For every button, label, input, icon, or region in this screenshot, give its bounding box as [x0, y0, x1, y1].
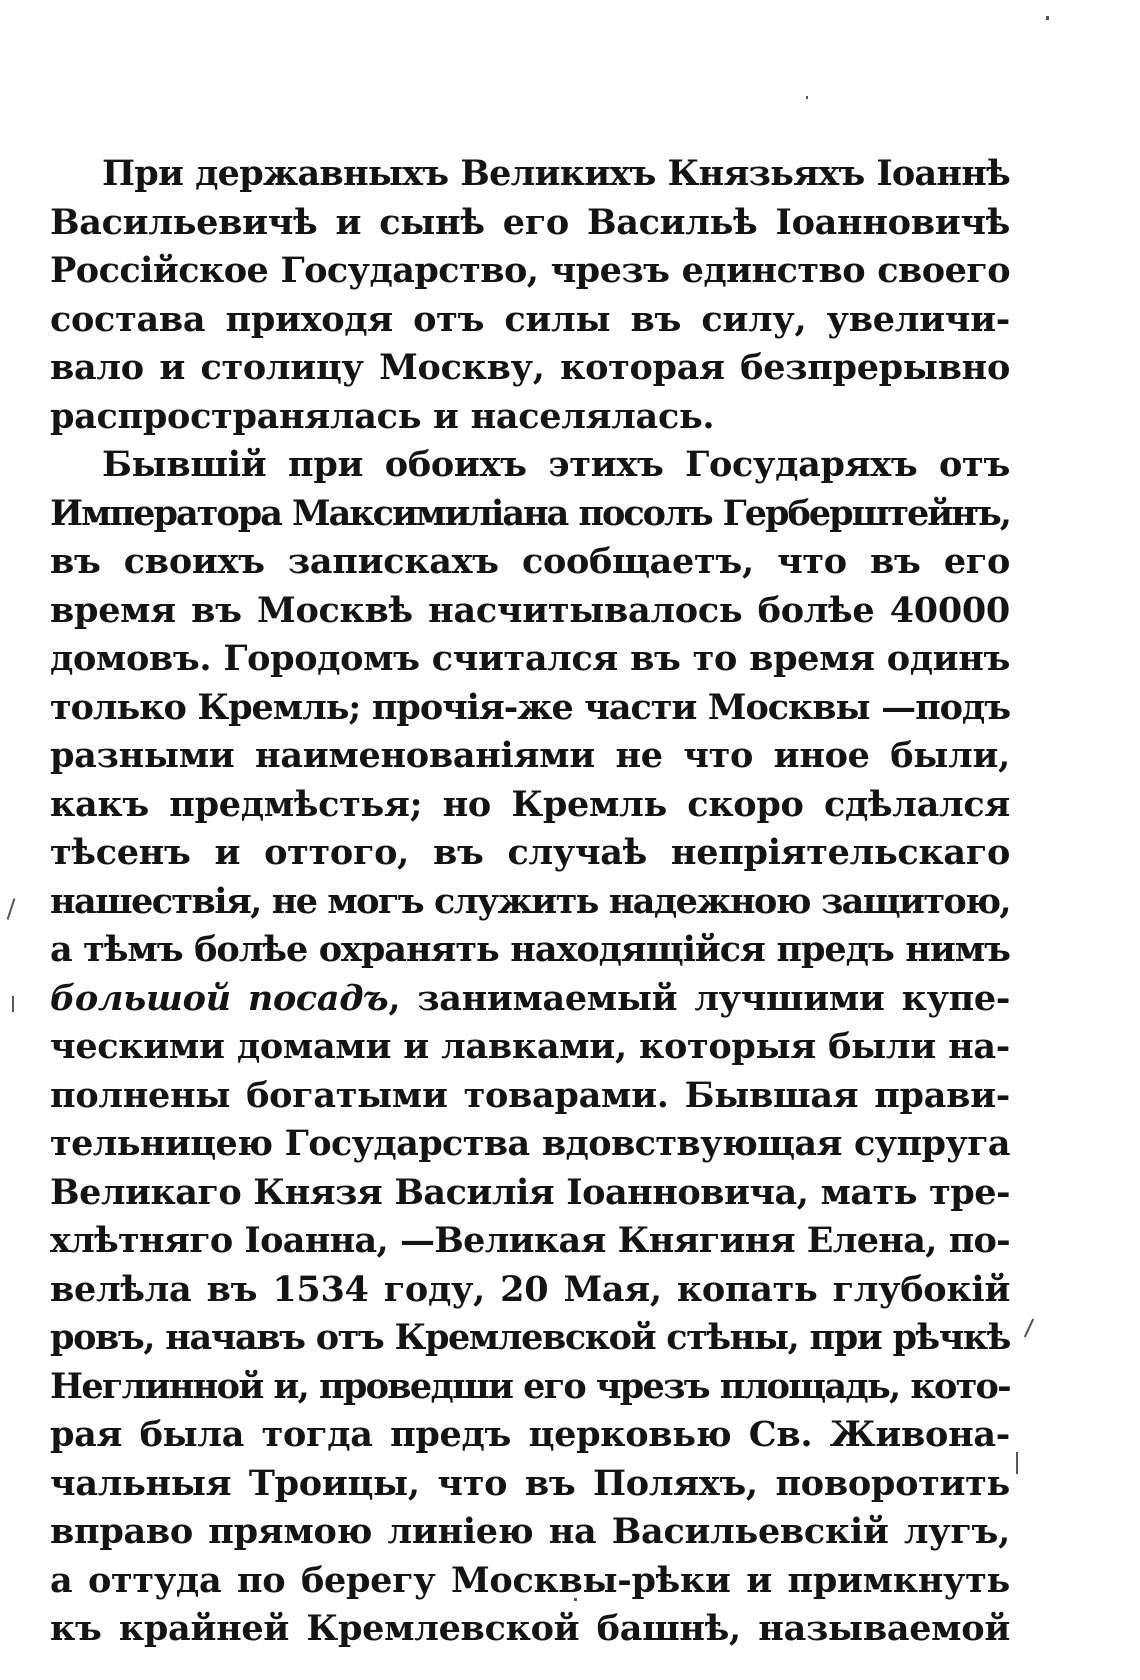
text-line: только Кремль; прочія-же части Москвы —подъ: [50, 686, 1010, 728]
text-line: время въ Москвѣ насчитывалось болѣе 40000: [50, 589, 1010, 631]
text-line: Бывшій при обоихъ этихъ Государяхъ отъ: [102, 444, 1010, 485]
scan-speck: [806, 96, 808, 99]
text-line: рая была тогда предъ церковью Св. Живона-: [50, 1414, 1010, 1455]
text-line: а оттуда по берегу Москвы-рѣки и примкнуть: [50, 1559, 1010, 1601]
italic-phrase: большой посадъ: [50, 977, 389, 1019]
margin-stroke: [12, 996, 14, 1012]
text-line: хлѣтняго Іоанна, —Великая Княгиня Елена, по-: [50, 1220, 1010, 1261]
text-line: ровъ, начавъ отъ Кремлевской стѣны, при рѣчкѣ: [50, 1317, 1010, 1358]
text-line-with-italic: [50, 975, 1010, 1024]
text-line: полнены богатыми товарами. Бывшая прави-: [50, 1074, 1010, 1116]
text-line: состава приходя отъ силы въ силу, увеличи-: [50, 298, 1010, 340]
text-line: домовъ. Городомъ считался въ то время одинъ: [50, 638, 1010, 679]
body-text: [50, 150, 1010, 1654]
text-line: Неглинной и, проведши его чрезъ площадь, кото-: [50, 1365, 1010, 1407]
text-line: тельницею Государства вдовствующая супруга: [50, 1123, 1010, 1164]
text-line: нашествія, не могъ служить надежною защитою,: [50, 880, 1010, 922]
text-line: ческими домами и лавками, которыя были на-: [50, 1026, 1010, 1067]
text-line: какъ предмѣстья; но Кремль скоро сдѣлался: [50, 783, 1010, 825]
text-line: разными наименованіями не что иное были,: [50, 735, 1010, 776]
text-line: Россійское Государство, чрезъ единство своего: [50, 250, 1010, 291]
text-fragment: , занимаемый лучшими купе-: [388, 977, 1010, 1019]
paragraph-1: [50, 150, 1010, 441]
text-line: вправо прямою линіею на Васильевскій лугъ,: [50, 1511, 1010, 1552]
margin-stroke: [1016, 1452, 1018, 1474]
scan-speck: [1046, 16, 1049, 20]
text-line: чальныя Троицы, что въ Поляхъ, поворотить: [50, 1462, 1010, 1504]
margin-stroke: [7, 898, 16, 920]
text-line: При державныхъ Великихъ Князьяхъ Іоаннѣ: [102, 153, 1010, 194]
text-line: велѣла въ 1534 году, 20 Мая, копать глубокій: [50, 1268, 1010, 1310]
text-line: къ крайней Кремлевской башнѣ, называемой: [50, 1608, 1010, 1649]
text-line: а тѣмъ болѣе охранять находящійся предъ нимъ: [50, 929, 1010, 970]
paragraph-2: [50, 441, 1010, 1654]
text-line: Императора Максимиліана посолъ Герберштейнъ,: [50, 492, 1010, 534]
text-line: тѣсенъ и оттого, въ случаѣ непріятельскаго: [50, 832, 1010, 873]
text-line: Великаго Князя Василія Іоанновича, мать тре-: [50, 1171, 1010, 1213]
text-line: Васильевичѣ и сынѣ его Васильѣ Іоанновичѣ: [50, 201, 1010, 243]
text-line: вало и столицу Москву, которая безпрерывно: [50, 347, 1010, 388]
text-line: распространялась и населялась.: [50, 395, 715, 437]
text-line: въ своихъ запискахъ сообщаетъ, что въ его: [50, 541, 1010, 582]
margin-stroke: [1024, 1319, 1034, 1338]
